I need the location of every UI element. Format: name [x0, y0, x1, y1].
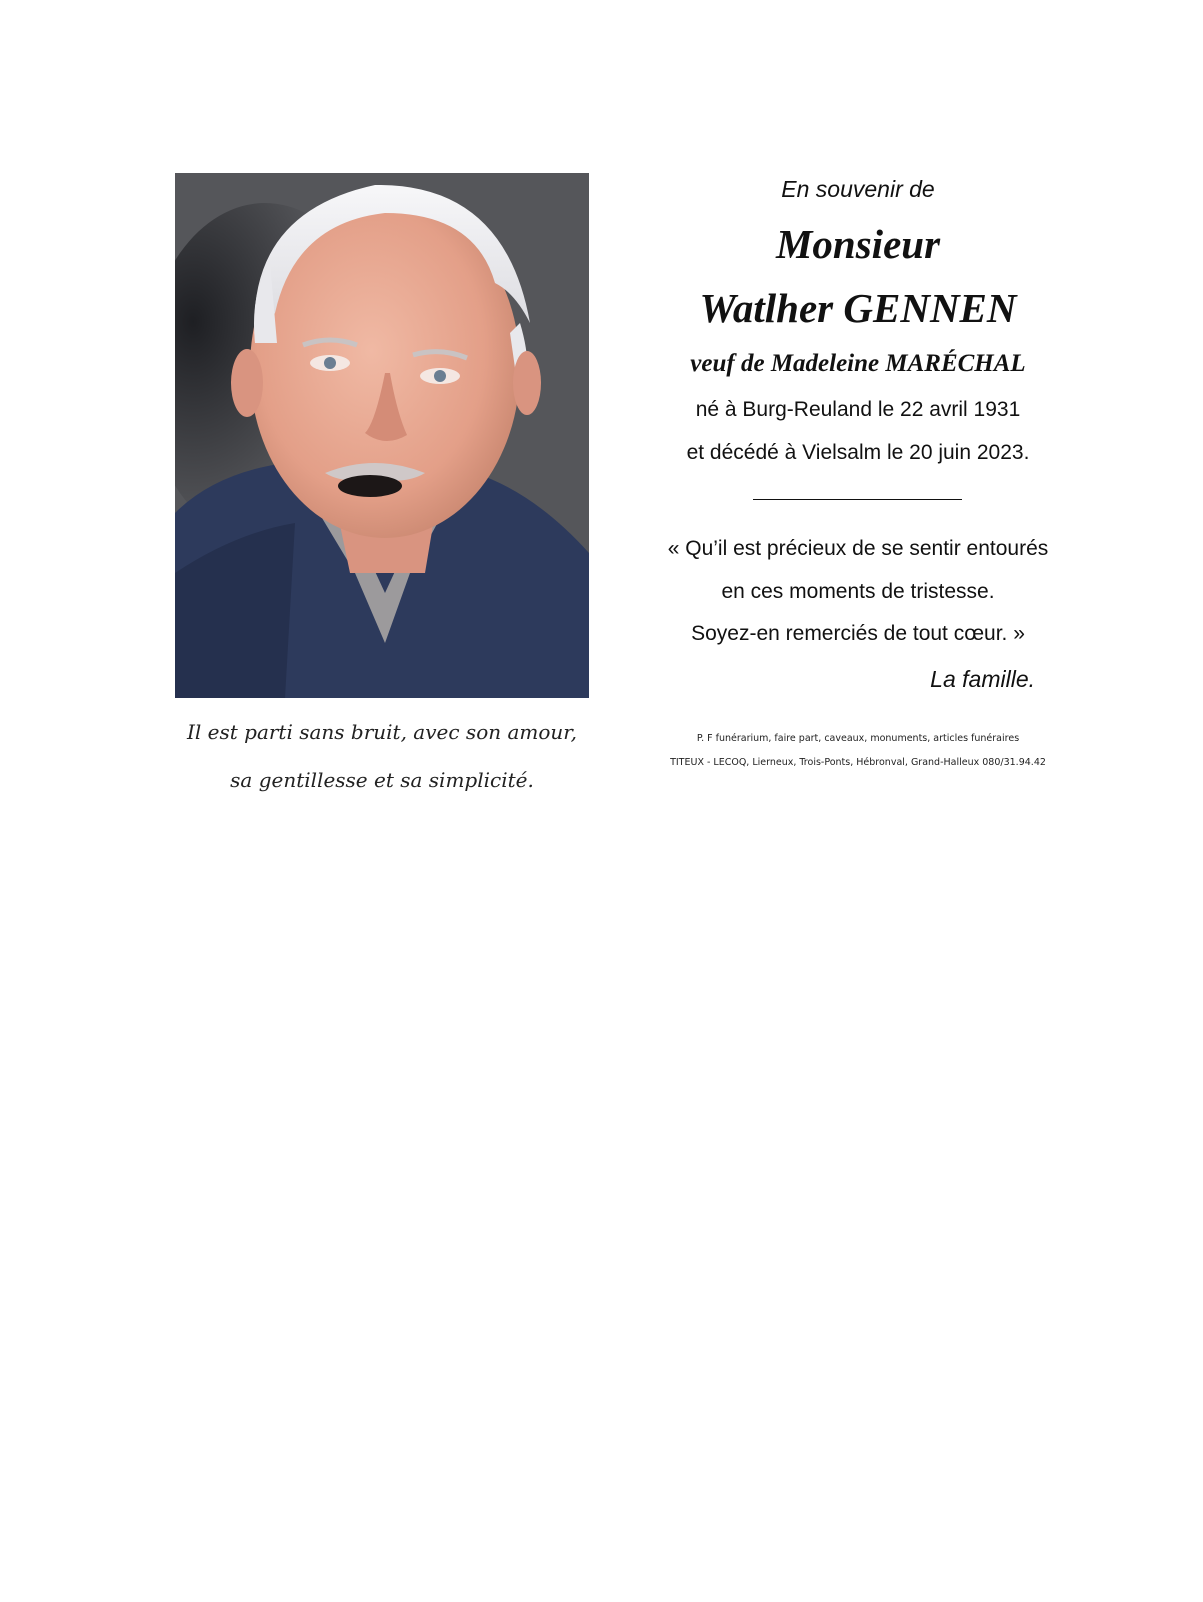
footer-contact: TITEUX - LECOQ, Lierneux, Trois-Ponts, Hébronval, Grand-Halleux 080/31.94.42: [670, 757, 1046, 768]
quote-line-3: Soyez-en remerciés de tout cœur. »: [691, 622, 1025, 645]
epitaph-line-2: sa gentillesse et sa simplicité.: [230, 768, 534, 792]
footer-services: P. F funérarium, faire part, caveaux, monuments, articles funéraires: [696, 733, 1020, 744]
quote-line-1: « Qu’il est précieux de se sentir entourés: [667, 537, 1049, 560]
signoff: La famille.: [930, 666, 1035, 692]
quote-line-2: en ces moments de tristesse.: [721, 580, 995, 603]
honorific: Monsieur: [775, 221, 941, 267]
spouse-line: veuf de Madeleine MARÉCHAL: [690, 350, 1026, 377]
intro-text: En souvenir de: [781, 176, 935, 202]
portrait-photo: [175, 173, 589, 698]
deceased-name: Watlher GENNEN: [699, 285, 1017, 331]
portrait-illustration: [175, 173, 589, 698]
epitaph-line-1: Il est parti sans bruit, avec son amour,: [187, 720, 577, 744]
divider-line: [753, 499, 962, 500]
birth-line: né à Burg-Reuland le 22 avril 1931: [695, 398, 1021, 421]
death-line: et décédé à Vielsalm le 20 juin 2023.: [686, 441, 1030, 464]
